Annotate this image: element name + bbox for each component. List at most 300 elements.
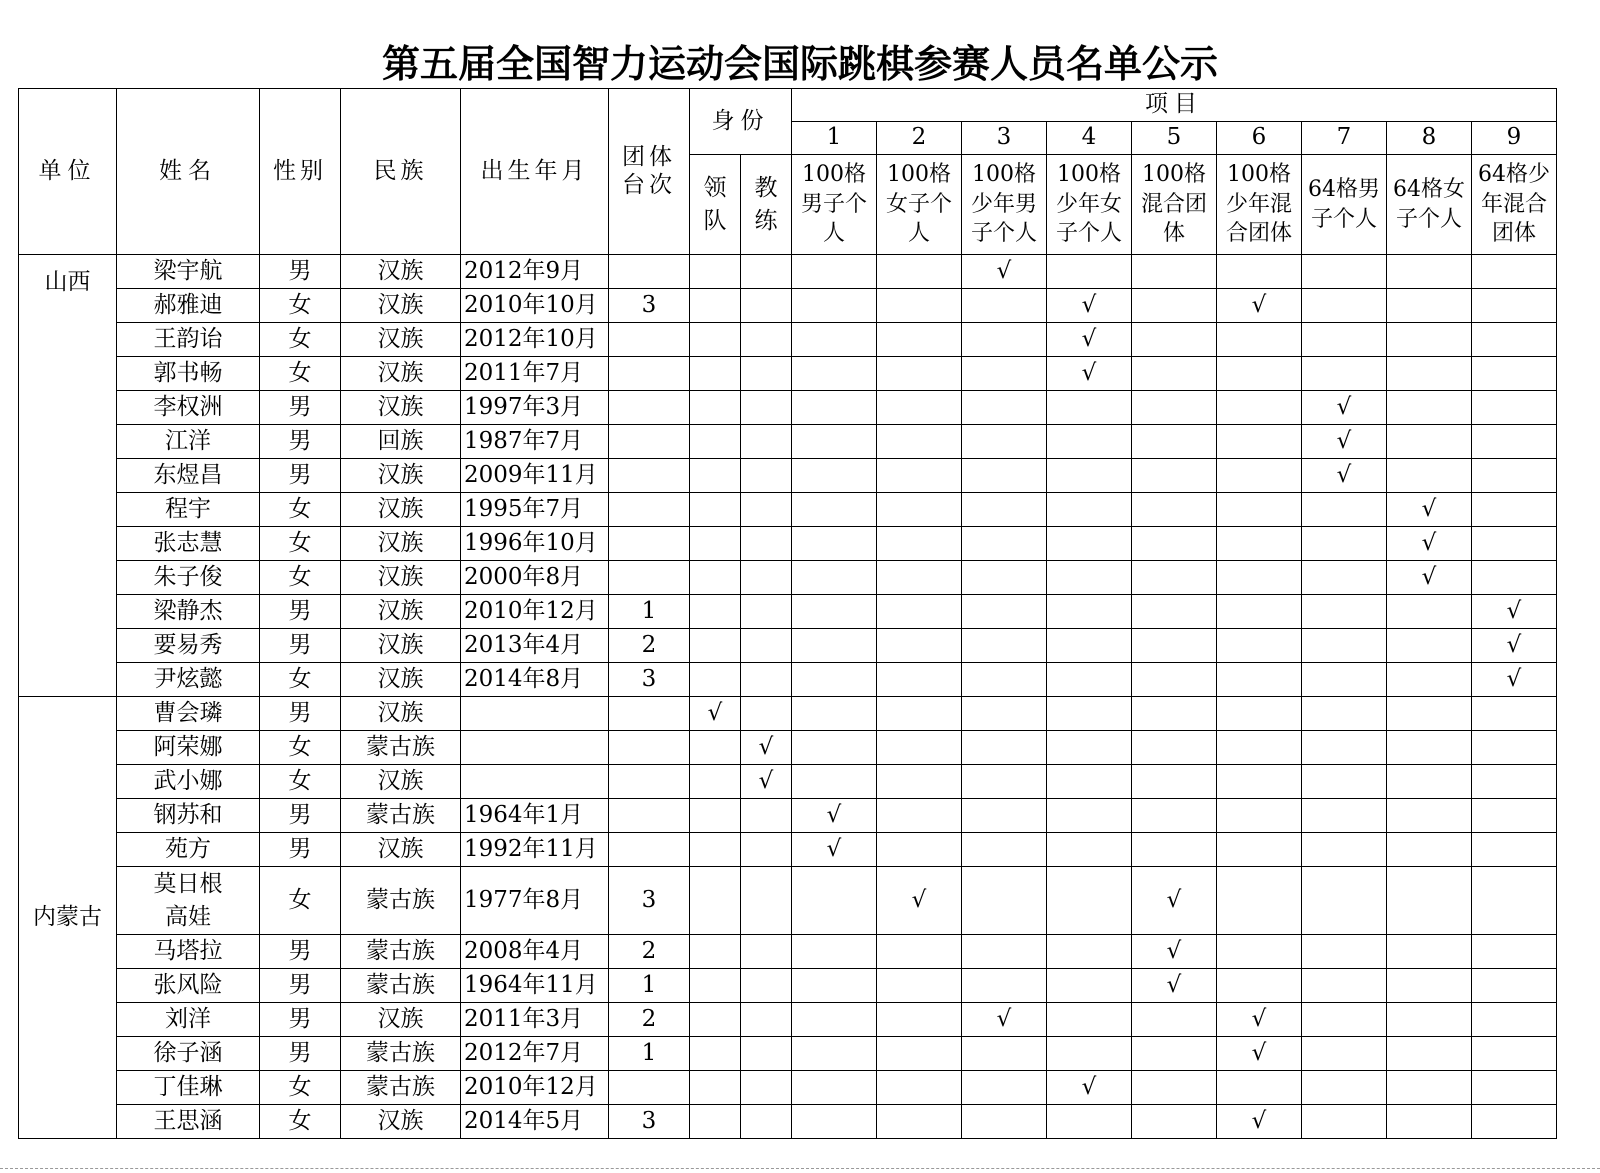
event-9-cell (1472, 391, 1557, 425)
coach-cell (741, 1003, 792, 1037)
table-row (19, 867, 1557, 935)
event-7-cell (1302, 629, 1387, 663)
event-8-cell (1387, 255, 1472, 289)
coach-cell (741, 255, 792, 289)
ethnicity-cell: 蒙古族 (341, 935, 461, 969)
birth-cell: 1977年8月 (461, 867, 609, 935)
ethnicity-cell: 蒙古族 (341, 1037, 461, 1071)
event-1-cell (792, 867, 877, 935)
event-6-cell (1217, 493, 1302, 527)
event-4-cell (1047, 391, 1132, 425)
table-row (19, 289, 1557, 323)
team-board-cell: 1 (609, 595, 690, 629)
event-label-5: 100格混合团体 (1132, 155, 1217, 255)
event-4-cell (1047, 969, 1132, 1003)
table-row (19, 595, 1557, 629)
event-4-cell (1047, 493, 1132, 527)
roster-table (18, 88, 1557, 1139)
event-6-cell (1217, 527, 1302, 561)
event-5-cell (1132, 731, 1217, 765)
name-cell: 尹炫懿 (117, 663, 260, 697)
event-9-cell (1472, 1071, 1557, 1105)
event-2-cell (877, 969, 962, 1003)
event-7-cell (1302, 289, 1387, 323)
coach-cell (741, 833, 792, 867)
event-1-cell (792, 527, 877, 561)
event-4-cell (1047, 867, 1132, 935)
event-1-cell (792, 561, 877, 595)
event-5-cell (1132, 1105, 1217, 1139)
event-number-7: 7 (1302, 122, 1387, 155)
event-6-cell (1217, 595, 1302, 629)
event-1-cell (792, 935, 877, 969)
leader-cell (690, 833, 741, 867)
coach-cell (741, 867, 792, 935)
gender-cell: 女 (260, 493, 341, 527)
event-1-cell (792, 663, 877, 697)
event-5-cell (1132, 323, 1217, 357)
event-8-cell (1387, 391, 1472, 425)
gender-cell: 男 (260, 1037, 341, 1071)
table-row (19, 1037, 1557, 1071)
event-8-cell (1387, 697, 1472, 731)
table-row (19, 391, 1557, 425)
event-3-cell (962, 731, 1047, 765)
event-5-cell (1132, 255, 1217, 289)
event-2-cell (877, 561, 962, 595)
event-5-cell: √ (1132, 867, 1217, 935)
leader-cell (690, 867, 741, 935)
event-5-cell (1132, 391, 1217, 425)
table-row (19, 799, 1557, 833)
table-row (19, 629, 1557, 663)
event-9-cell (1472, 1003, 1557, 1037)
event-5-cell (1132, 629, 1217, 663)
event-6-cell: √ (1217, 289, 1302, 323)
birth-cell: 2013年4月 (461, 629, 609, 663)
event-4-cell (1047, 799, 1132, 833)
event-3-cell (962, 323, 1047, 357)
event-8-cell (1387, 765, 1472, 799)
ethnicity-cell: 汉族 (341, 595, 461, 629)
event-9-cell (1472, 289, 1557, 323)
event-9-cell (1472, 1105, 1557, 1139)
coach-cell (741, 323, 792, 357)
team-board-cell: 3 (609, 1105, 690, 1139)
header-leader (690, 155, 741, 255)
event-7-cell (1302, 1105, 1387, 1139)
table-row (19, 731, 1557, 765)
event-6-cell (1217, 459, 1302, 493)
leader-cell (690, 1037, 741, 1071)
team-board-cell (609, 425, 690, 459)
coach-cell (741, 289, 792, 323)
event-3-cell (962, 289, 1047, 323)
event-9-cell (1472, 765, 1557, 799)
event-4-cell (1047, 595, 1132, 629)
page-title: 第五届全国智力运动会国际跳棋参赛人员名单公示 (381, 42, 1218, 86)
gender-cell: 女 (260, 663, 341, 697)
leader-cell (690, 731, 741, 765)
name-cell: 苑方 (117, 833, 260, 867)
event-label-3: 100格少年男子个人 (962, 155, 1047, 255)
header-unit: 单位 (19, 89, 117, 255)
ethnicity-cell: 汉族 (341, 765, 461, 799)
team-board-cell: 3 (609, 663, 690, 697)
event-4-cell (1047, 425, 1132, 459)
event-8-cell: √ (1387, 561, 1472, 595)
table-row (19, 663, 1557, 697)
coach-cell (741, 1037, 792, 1071)
event-7-cell (1302, 969, 1387, 1003)
event-number-5: 5 (1132, 122, 1217, 155)
team-board-cell (609, 357, 690, 391)
table-row (19, 493, 1557, 527)
event-7-cell (1302, 255, 1387, 289)
event-6-cell (1217, 969, 1302, 1003)
event-6-cell (1217, 731, 1302, 765)
ethnicity-cell: 蒙古族 (341, 731, 461, 765)
event-7-cell (1302, 527, 1387, 561)
team-board-cell: 3 (609, 289, 690, 323)
event-3-cell (962, 969, 1047, 1003)
page-break-line (0, 1168, 1600, 1169)
name-cell: 钢苏和 (117, 799, 260, 833)
leader-cell (690, 663, 741, 697)
header-name: 姓名 (117, 89, 260, 255)
event-7-cell (1302, 765, 1387, 799)
event-2-cell (877, 323, 962, 357)
table-row (19, 561, 1557, 595)
event-8-cell (1387, 595, 1472, 629)
event-6-cell (1217, 799, 1302, 833)
event-7-cell (1302, 935, 1387, 969)
birth-cell: 2012年10月 (461, 323, 609, 357)
coach-cell (741, 1105, 792, 1139)
event-9-cell (1472, 425, 1557, 459)
event-4-cell (1047, 663, 1132, 697)
event-5-cell (1132, 799, 1217, 833)
ethnicity-cell: 汉族 (341, 833, 461, 867)
table-row (19, 527, 1557, 561)
leader-cell (690, 289, 741, 323)
event-7-cell (1302, 867, 1387, 935)
gender-cell: 男 (260, 595, 341, 629)
team-board-cell (609, 561, 690, 595)
event-8-cell (1387, 867, 1472, 935)
coach-cell: √ (741, 731, 792, 765)
birth-cell (461, 731, 609, 765)
birth-cell: 2010年10月 (461, 289, 609, 323)
birth-cell: 2011年7月 (461, 357, 609, 391)
event-3-cell (962, 799, 1047, 833)
leader-cell (690, 357, 741, 391)
event-9-cell (1472, 867, 1557, 935)
event-1-cell (792, 255, 877, 289)
coach-cell (741, 391, 792, 425)
event-9-cell (1472, 1037, 1557, 1071)
gender-cell: 女 (260, 1071, 341, 1105)
team-board-cell (609, 697, 690, 731)
gender-cell: 女 (260, 289, 341, 323)
leader-cell (690, 391, 741, 425)
event-7-cell (1302, 595, 1387, 629)
event-1-cell: √ (792, 799, 877, 833)
event-7-cell (1302, 663, 1387, 697)
event-8-cell (1387, 1071, 1472, 1105)
event-6-cell: √ (1217, 1037, 1302, 1071)
name-cell: 郝雅迪 (117, 289, 260, 323)
gender-cell: 男 (260, 255, 341, 289)
team-board-cell (609, 799, 690, 833)
event-label-4: 100格少年女子个人 (1047, 155, 1132, 255)
event-4-cell (1047, 1003, 1132, 1037)
event-2-cell (877, 799, 962, 833)
ethnicity-cell: 蒙古族 (341, 867, 461, 935)
gender-cell: 女 (260, 323, 341, 357)
event-9-cell (1472, 459, 1557, 493)
event-2-cell (877, 493, 962, 527)
event-8-cell (1387, 629, 1472, 663)
event-label-2: 100格女子个人 (877, 155, 962, 255)
event-4-cell: √ (1047, 357, 1132, 391)
header-events: 项目 (792, 89, 1557, 122)
event-5-cell (1132, 595, 1217, 629)
event-2-cell (877, 765, 962, 799)
event-number-6: 6 (1217, 122, 1302, 155)
birth-cell: 1997年3月 (461, 391, 609, 425)
event-2-cell (877, 697, 962, 731)
team-board-cell (609, 493, 690, 527)
event-8-cell (1387, 323, 1472, 357)
event-9-cell (1472, 527, 1557, 561)
event-1-cell (792, 1071, 877, 1105)
event-1-cell (792, 493, 877, 527)
event-2-cell (877, 1105, 962, 1139)
name-cell: 郭书畅 (117, 357, 260, 391)
event-9-cell (1472, 731, 1557, 765)
event-2-cell (877, 629, 962, 663)
ethnicity-cell: 汉族 (341, 1105, 461, 1139)
team-board-cell (609, 255, 690, 289)
name-cell: 李权洲 (117, 391, 260, 425)
name-cell: 江洋 (117, 425, 260, 459)
event-4-cell (1047, 255, 1132, 289)
event-number-3: 3 (962, 122, 1047, 155)
event-9-cell (1472, 935, 1557, 969)
team-board-cell (609, 527, 690, 561)
team-board-cell: 3 (609, 867, 690, 935)
event-2-cell (877, 527, 962, 561)
event-3-cell (962, 629, 1047, 663)
gender-cell: 男 (260, 425, 341, 459)
team-board-cell: 1 (609, 1037, 690, 1071)
table-row (19, 459, 1557, 493)
event-label-6: 100格少年混合团体 (1217, 155, 1302, 255)
event-7-cell (1302, 493, 1387, 527)
event-1-cell (792, 1105, 877, 1139)
team-board-cell (609, 765, 690, 799)
coach-cell (741, 459, 792, 493)
event-7-cell (1302, 561, 1387, 595)
leader-cell (690, 969, 741, 1003)
gender-cell: 男 (260, 697, 341, 731)
event-5-cell (1132, 1071, 1217, 1105)
birth-cell: 1964年1月 (461, 799, 609, 833)
birth-cell: 2010年12月 (461, 595, 609, 629)
event-6-cell (1217, 765, 1302, 799)
header-gender: 性别 (260, 89, 341, 255)
birth-cell: 1964年11月 (461, 969, 609, 1003)
event-1-cell (792, 969, 877, 1003)
event-2-cell (877, 595, 962, 629)
event-8-cell (1387, 935, 1472, 969)
event-1-cell (792, 289, 877, 323)
coach-cell (741, 799, 792, 833)
coach-cell (741, 969, 792, 1003)
ethnicity-cell: 汉族 (341, 561, 461, 595)
event-1-cell (792, 697, 877, 731)
coach-cell (741, 357, 792, 391)
coach-cell (741, 935, 792, 969)
ethnicity-cell: 汉族 (341, 629, 461, 663)
event-1-cell (792, 459, 877, 493)
event-8-cell (1387, 799, 1472, 833)
event-9-cell (1472, 561, 1557, 595)
header-identity: 身份 (690, 89, 792, 155)
event-8-cell (1387, 1105, 1472, 1139)
table-row (19, 969, 1557, 1003)
event-3-cell (962, 1037, 1047, 1071)
birth-cell: 2000年8月 (461, 561, 609, 595)
event-8-cell (1387, 357, 1472, 391)
team-board-cell: 2 (609, 935, 690, 969)
event-7-cell (1302, 1071, 1387, 1105)
event-label-9: 64格少年混合团体 (1472, 155, 1557, 255)
ethnicity-cell: 汉族 (341, 357, 461, 391)
event-4-cell (1047, 833, 1132, 867)
coach-cell (741, 425, 792, 459)
leader-cell (690, 1105, 741, 1139)
table-row (19, 1105, 1557, 1139)
event-4-cell: √ (1047, 323, 1132, 357)
leader-cell (690, 561, 741, 595)
header-team-board (609, 89, 690, 255)
leader-cell (690, 323, 741, 357)
event-3-cell: √ (962, 255, 1047, 289)
event-6-cell (1217, 323, 1302, 357)
birth-cell (461, 697, 609, 731)
event-4-cell (1047, 561, 1132, 595)
event-number-4: 4 (1047, 122, 1132, 155)
leader-cell (690, 1003, 741, 1037)
table-row (19, 357, 1557, 391)
event-1-cell (792, 425, 877, 459)
event-3-cell (962, 425, 1047, 459)
event-6-cell (1217, 629, 1302, 663)
event-8-cell (1387, 731, 1472, 765)
event-3-cell (962, 595, 1047, 629)
event-9-cell: √ (1472, 629, 1557, 663)
event-3-cell (962, 561, 1047, 595)
gender-cell: 女 (260, 1105, 341, 1139)
event-4-cell (1047, 765, 1132, 799)
birth-cell: 2008年4月 (461, 935, 609, 969)
event-3-cell (962, 1071, 1047, 1105)
event-3-cell (962, 663, 1047, 697)
event-7-cell (1302, 1037, 1387, 1071)
event-7-cell (1302, 323, 1387, 357)
event-label-8: 64格女子个人 (1387, 155, 1472, 255)
event-6-cell (1217, 391, 1302, 425)
event-3-cell (962, 1105, 1047, 1139)
event-4-cell (1047, 629, 1132, 663)
name-cell: 马塔拉 (117, 935, 260, 969)
header-coach (741, 155, 792, 255)
ethnicity-cell: 汉族 (341, 391, 461, 425)
table-row (19, 1071, 1557, 1105)
header-birth: 出生年月 (461, 89, 609, 255)
event-8-cell (1387, 289, 1472, 323)
ethnicity-cell: 汉族 (341, 289, 461, 323)
event-7-cell (1302, 799, 1387, 833)
event-5-cell (1132, 493, 1217, 527)
team-board-cell: 2 (609, 629, 690, 663)
name-cell: 曹会璘 (117, 697, 260, 731)
event-8-cell: √ (1387, 493, 1472, 527)
event-2-cell: √ (877, 867, 962, 935)
coach-cell (741, 629, 792, 663)
gender-cell: 男 (260, 1003, 341, 1037)
name-cell: 阿荣娜 (117, 731, 260, 765)
event-8-cell (1387, 425, 1472, 459)
leader-cell (690, 527, 741, 561)
table-row (19, 255, 1557, 289)
event-7-cell: √ (1302, 391, 1387, 425)
event-2-cell (877, 459, 962, 493)
ethnicity-cell: 汉族 (341, 1003, 461, 1037)
event-1-cell (792, 595, 877, 629)
ethnicity-cell: 蒙古族 (341, 799, 461, 833)
team-board-cell (609, 459, 690, 493)
event-8-cell (1387, 663, 1472, 697)
event-8-cell (1387, 969, 1472, 1003)
event-1-cell (792, 391, 877, 425)
event-5-cell (1132, 697, 1217, 731)
birth-cell (461, 765, 609, 799)
event-7-cell (1302, 1003, 1387, 1037)
name-cell: 徐子涵 (117, 1037, 260, 1071)
team-board-cell: 2 (609, 1003, 690, 1037)
event-2-cell (877, 1071, 962, 1105)
event-4-cell: √ (1047, 289, 1132, 323)
table-row (19, 425, 1557, 459)
event-number-2: 2 (877, 122, 962, 155)
leader-cell (690, 255, 741, 289)
coach-cell (741, 1071, 792, 1105)
event-1-cell (792, 731, 877, 765)
leader-cell (690, 493, 741, 527)
ethnicity-cell: 汉族 (341, 697, 461, 731)
event-5-cell (1132, 459, 1217, 493)
coach-cell (741, 527, 792, 561)
event-4-cell (1047, 731, 1132, 765)
event-9-cell (1472, 357, 1557, 391)
event-number-8: 8 (1387, 122, 1472, 155)
ethnicity-cell: 蒙古族 (341, 1071, 461, 1105)
event-1-cell (792, 629, 877, 663)
gender-cell: 男 (260, 391, 341, 425)
